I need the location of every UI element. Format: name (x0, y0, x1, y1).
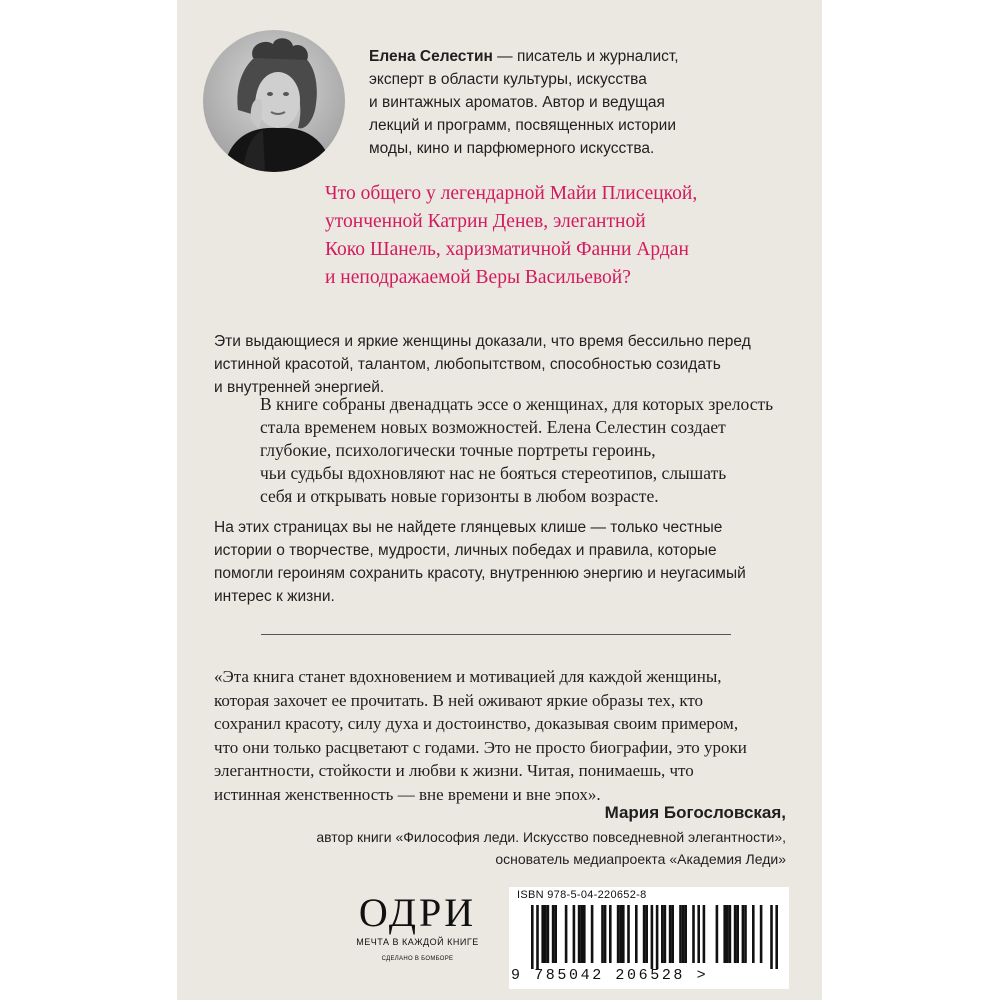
author-name: Елена Селестин (369, 48, 493, 65)
barcode-bar (692, 905, 695, 963)
barcode-bar (726, 905, 729, 963)
barcode-bar (682, 905, 685, 963)
paragraph-line: На этих страницах вы не найдете глянцевых клише — только честные (214, 519, 723, 536)
barcode-bar (544, 905, 547, 963)
isbn-label: ISBN 978-5-04-220652-8 (517, 889, 647, 901)
paragraph-line: помогли героиням сохранить красоту, внутреннюю энергию и неугасимый (214, 565, 746, 582)
barcode-bar (609, 905, 612, 963)
barcode-bar (604, 905, 607, 963)
barcode-bar (573, 905, 576, 963)
barcode-bar (752, 905, 755, 963)
barcode-bar (760, 905, 763, 963)
quote-line: элегантности, стойкости и любви к жизни. Читая, понимаешь, что (214, 761, 694, 780)
barcode-bar (703, 905, 706, 963)
barcode-bar (669, 905, 672, 963)
barcode-bar (583, 905, 586, 963)
paragraph-line: Эти выдающиеся и яркие женщины доказали, что время бессильно перед (214, 333, 751, 350)
barcode-bar (635, 905, 638, 963)
bio-first-line-rest: — писатель и журналист, (492, 48, 679, 65)
quote-attribution (316, 800, 786, 870)
barcode-bar (554, 905, 557, 963)
barcode-bar (565, 905, 568, 963)
paragraph-line: и внутренней энергией. (214, 379, 385, 396)
isbn-barcode (509, 887, 789, 989)
barcode-bar (679, 905, 682, 963)
highlight-question (325, 180, 820, 292)
barcode-bar (643, 905, 646, 963)
barcode-bar (601, 905, 604, 963)
publisher-brand: ОДРИ (358, 890, 477, 935)
reviewer-name: Мария Богословская, (604, 803, 786, 822)
barcode-bar (617, 905, 620, 963)
publisher-imprint: СДЕЛАНО В БОМБОРЕ (381, 956, 454, 962)
barcode-bar (723, 905, 726, 963)
barcode-bar (770, 905, 773, 969)
quote-line: «Эта книга станет вдохновением и мотивацией для каждой женщины, (214, 667, 722, 686)
paragraph-line: В книге собраны двенадцать эссе о женщинах, для которых зрелость (260, 394, 774, 414)
paragraph-line: глубокие, психологически точные портреты героинь, (260, 440, 656, 460)
barcode-bar (651, 905, 654, 969)
paragraph-line: стала временем новых возможностей. Елена Селестин создает (260, 417, 726, 437)
isbn-digits: 9 785042 206528 > (511, 967, 709, 984)
reviewer-title: автор книги «Философия леди. Искусство повседневной элегантности», (316, 829, 786, 845)
barcode-bar (645, 905, 648, 963)
question-line: утонченной Катрин Денев, элегантной (325, 211, 646, 232)
book-back-cover (177, 0, 822, 1000)
barcode-bar (661, 905, 664, 963)
barcode-bar (622, 905, 625, 963)
barcode-bar (541, 905, 544, 963)
barcode-bar (734, 905, 737, 963)
quote-line: которая захочет ее прочитать. В ней оживают яркие образы тех, кто (214, 690, 704, 710)
barcode-bar (775, 905, 778, 969)
author-bio (369, 45, 809, 160)
paragraph-line: истинной красотой, талантом, любопытством, способностью созидать (214, 356, 721, 373)
bio-line: моды, кино и парфюмерного искусства. (369, 140, 655, 157)
essays-paragraph (260, 393, 773, 508)
intro-paragraph (214, 330, 751, 399)
barcode-bar (664, 905, 667, 963)
question-line: и неподражаемой Веры Васильевой? (325, 267, 631, 288)
bio-line: лекций и программ, посвященных истории (369, 117, 676, 134)
reviewer-title: основатель медиапроекта «Академия Леди» (495, 851, 786, 867)
barcode-bar (684, 905, 687, 963)
barcode-bar (536, 905, 539, 969)
barcode-bar (578, 905, 581, 963)
barcode-bar (656, 905, 659, 969)
author-photo (203, 30, 345, 172)
bio-line: эксперт в области культуры, искусства (369, 71, 647, 88)
paragraph-line: чьи судьбы вдохновляют нас не бояться стереотипов, слышать (260, 463, 727, 483)
divider-line (261, 634, 731, 635)
barcode-bar (736, 905, 739, 963)
barcode-bar (627, 905, 630, 963)
barcode-bar (591, 905, 594, 963)
paragraph-line: интерес к жизни. (214, 588, 335, 605)
review-quote (214, 665, 747, 806)
barcode-bar (552, 905, 555, 963)
publisher-logo (345, 890, 490, 962)
barcode-bar (716, 905, 719, 963)
barcode-bar (697, 905, 700, 963)
paragraph-line: истории о творчестве, мудрости, личных победах и правила, которые (214, 542, 717, 559)
barcode-bar (547, 905, 550, 963)
paragraph-line: себя и открывать новые горизонты в любом возрасте. (260, 486, 659, 506)
quote-line: сохранил красоту, силу духа и достоинство, доказывая своим примером, (214, 714, 739, 733)
bio-line: и винтажных ароматов. Автор и ведущая (369, 94, 665, 111)
barcode-bar (729, 905, 732, 963)
question-line: Что общего у легендарной Майи Плисецкой, (325, 183, 698, 204)
barcode-bar (742, 905, 745, 963)
quote-line: что они только расцветают с годами. Это не просто биографии, это уроки (214, 737, 747, 757)
barcode-bar (744, 905, 747, 963)
barcode-bar (580, 905, 583, 963)
publisher-tagline: МЕЧТА В КАЖДОЙ КНИГЕ (356, 937, 479, 947)
question-line: Коко Шанель, харизматичной Фанни Ардан (325, 239, 689, 260)
barcode-bar (619, 905, 622, 963)
closing-paragraph (214, 516, 746, 608)
barcode-bar (671, 905, 674, 963)
barcode-bar (531, 905, 534, 969)
quote-line: истинная женственность — вне времени и вне эпох». (214, 784, 601, 804)
bio-first-line (369, 45, 809, 68)
